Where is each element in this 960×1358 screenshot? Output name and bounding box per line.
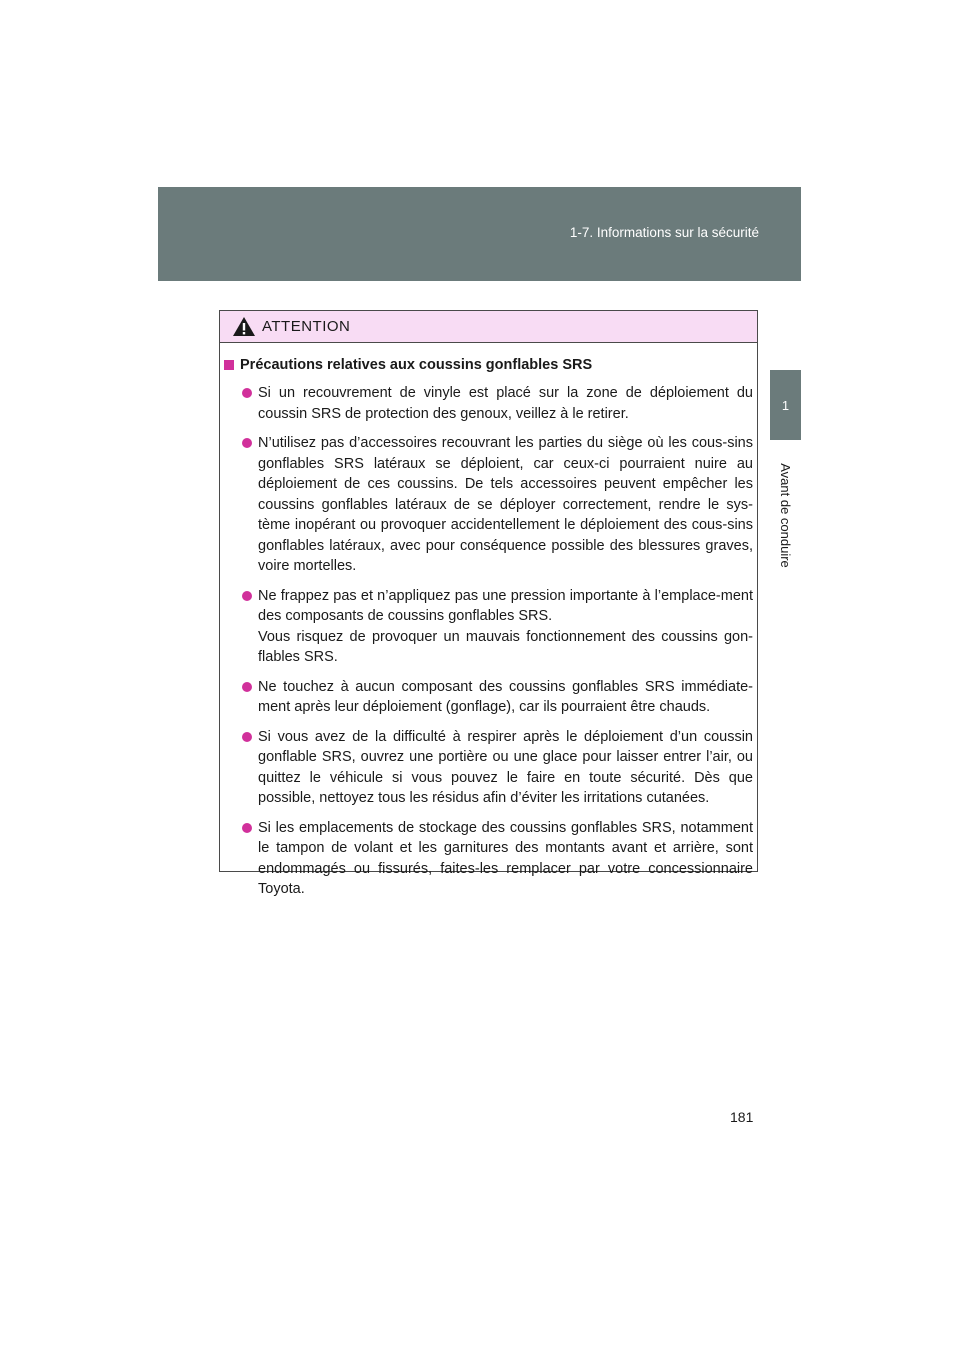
bullet-dot-icon <box>242 438 252 448</box>
precaution-list <box>224 383 753 900</box>
section-heading <box>224 355 753 375</box>
chapter-tab-label <box>767 450 803 580</box>
square-bullet-icon <box>224 360 234 370</box>
caution-label: ATTENTION <box>262 318 351 335</box>
list-item-text: Si un recouvrement de vinyle est placé sur la zone de déploiement du coussin SRS de protection des genoux, veillez à le retirer. <box>258 385 753 422</box>
list-item <box>224 818 753 900</box>
list-item-text: Si les emplacements de stockage des coussins gonflables SRS, notamment le tampon de volant et les garnitures des montants avant et arrière, sont endommagés ou fissurés, faites-les remplacer par votre concessionnaire Toyota. <box>258 819 753 897</box>
bullet-dot-icon <box>242 388 252 398</box>
list-item <box>224 383 753 424</box>
list-item-text: Ne frappez pas et n’appliquez pas une pression importante à l’emplace-ment des composants de coussins gonflables SRS. Vous risquez de provoquer un mauvais fonctionnement des coussins gon-flables SRS. <box>258 587 753 665</box>
bullet-dot-icon <box>242 732 252 742</box>
page-number: 181 <box>730 1109 754 1125</box>
caution-box <box>219 310 758 897</box>
chapter-label-text: Avant de conduire <box>777 462 793 568</box>
chapter-tab-number: 1 <box>770 370 801 440</box>
warning-triangle-icon <box>232 316 256 337</box>
list-item <box>224 677 753 718</box>
list-item <box>224 727 753 809</box>
list-item-text: Si vous avez de la difficulté à respirer après le déploiement d’un coussin gonflable SRS, ouvrez une portière ou une glace pour laisser entrer l’air, ou quittez le véhicule si vous pouvez le faire en toute sécurité. Dès que possible, nettoyez tous les résidus afin d’éviter les irritations cutanées. <box>258 728 753 806</box>
section-header-title: 1-7. Informations sur la sécurité <box>569 225 759 240</box>
list-item <box>224 586 753 668</box>
caution-body <box>220 343 757 900</box>
list-item <box>224 433 753 577</box>
bullet-dot-icon <box>242 823 252 833</box>
bullet-dot-icon <box>242 682 252 692</box>
header-band <box>158 187 801 281</box>
list-item-text: Ne touchez à aucun composant des coussins gonflables SRS immédiate-ment après leur déploiement (gonflage), car ils pourraient être chauds. <box>258 678 753 715</box>
caution-header <box>220 311 757 343</box>
list-item-text: N’utilisez pas d’accessoires recouvrant les parties du siège où les cous-sins gonflables SRS latéraux se déploient, car ceux-ci pourraient nuire au déploiement de ces coussins. De tels accessoires peuvent empêcher les coussins gonflables latéraux de se déployer correctement, rendre le sys-tème inopérant ou provoquer accidentellement le déploiement des cous-sins gonflables latéraux, avec pour conséquence possible des blessures graves, voire mortelles. <box>258 435 753 574</box>
bullet-dot-icon <box>242 591 252 601</box>
section-heading-text: Précautions relatives aux coussins gonflables SRS <box>240 357 593 373</box>
